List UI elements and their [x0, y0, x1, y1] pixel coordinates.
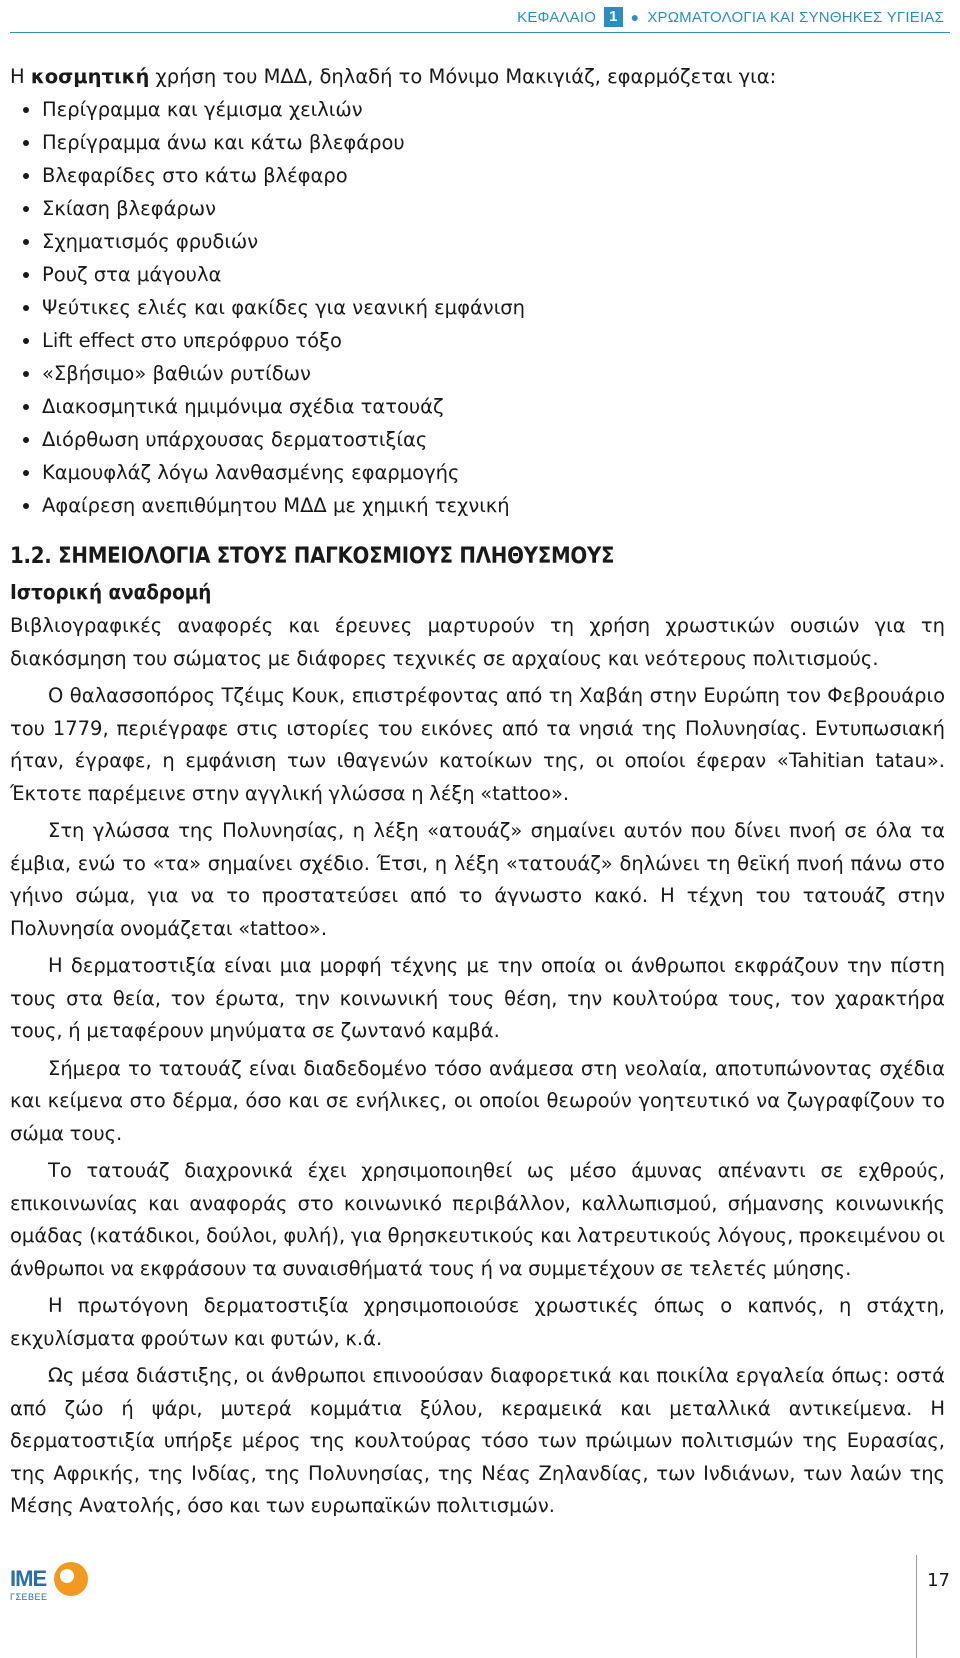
- paragraph: Η δερματοστιξία είναι μια μορφή τέχνης με την οποία οι άνθρωποι εκφράζουν την πίστη τους στα θεία, τον έρωτα, την κοινωνική τους θέση, την κουλτούρα τους, τον χαρακτήρα τους, ή μεταφέρουν μηνύματα σε ζωντανό καμβά.: [10, 954, 945, 1042]
- paragraph: Βιβλιογραφικές αναφορές και έρευνες μαρτυρούν τη χρήση χρωστικών ουσιών για τη διακόσμηση του σώματος με διάφορες τεχνικές σε αρχαίους και νεότερους πολιτισμούς.: [10, 614, 945, 670]
- list-item: Περίγραμμα και γέμισμα χειλιών: [10, 93, 945, 126]
- intro-paragraph: [10, 60, 945, 93]
- page-body: [10, 60, 945, 1523]
- list-item: Διόρθωση υπάρχουσας δερματοστιξίας: [10, 423, 945, 456]
- list-item: «Σβήσιμο» βαθιών ρυτίδων: [10, 357, 945, 390]
- paragraph: Σήμερα το τατουάζ είναι διαδεδομένο τόσο ανάμεσα στη νεολαία, αποτυπώνοντας σχέδια και κείμενα στο δέρμα, όσο και σε ενήλικες, οι οποίοι θεωρούν γοητευτικό να ζωγραφίζουν το σώμα τους.: [10, 1056, 945, 1145]
- paragraph: Ο θαλασσοπόρος Τζέιμς Κουκ, επιστρέφοντας από τη Χαβάη στην Ευρώπη τον Φεβρουάριο του 1779, περιέγραφε στις ιστορίες του εικόνες από τα νησιά της Πολυνησίας. Εντυπωσιακή ήταν, έγραφε, η εμφάνιση των ιθαγενών κατοίκων της, οι οποίοι έφεραν «Tahitian tatau». Έκτοτε παρέμεινε στην αγγλική γλώσσα η λέξη «tattoo».: [10, 684, 945, 805]
- chapter-number-badge: 1: [604, 7, 623, 27]
- list-item: Ρουζ στα μάγουλα: [10, 258, 945, 291]
- applications-list: [10, 93, 945, 522]
- list-item: Αφαίρεση ανεπιθύμητου ΜΔΔ με χημική τεχνική: [10, 489, 945, 522]
- logo-text: ΙΜΕ: [10, 1566, 47, 1591]
- paragraph: Στη γλώσσα της Πολυνησίας, η λέξη «ατουάζ» σημαίνει αυτόν που δίνει πνοή σε όλα τα έμβια, ενώ το «τα» σημαίνει σχέδιο. Έτσι, η λέξη «τατουάζ» δηλώνει τη θεϊκή πνοή πάνω στο γήινο σώμα, για να το προστατεύσει από το άγνωστο κακό. Η τέχνη του τατουάζ στην Πολυνησία ονομάζεται «tattoo».: [10, 819, 945, 940]
- logo-subtext: ΓΣΕΒΕΕ: [10, 1592, 48, 1602]
- publisher-logo: [10, 1562, 90, 1602]
- intro-text-start: Η: [10, 65, 31, 88]
- section-subtitle: Ιστορική αναδρομή: [10, 580, 212, 604]
- intro-bold-term: κοσμητική: [30, 65, 150, 88]
- paragraph: Το τατουάζ διαχρονικά έχει χρησιμοποιηθεί ως μέσο άμυνας απέναντι σε εχθρούς, επικοινωνίας και αναφοράς στο κοινωνικό περιβάλλον, καλλωπισμού, σήμανσης κοινωνικής ομάδας (κατάδικοι, δούλοι, φυλή), για θρησκευτικούς και λατρευτικούς λόγους, προκειμένου οι άνθρωποι να εκφράσουν τα συναισθήματά τους ή να συμμετέχουν σε τελετές μύησης.: [10, 1159, 945, 1280]
- list-item: Ψεύτικες ελιές και φακίδες για νεανική εμφάνιση: [10, 291, 945, 324]
- paragraph: Η πρωτόγονη δερματοστιξία χρησιμοποιούσε χρωστικές όπως ο καπνός, η στάχτη, εκχυλίσματα φρούτων και φυτών, κ.ά.: [10, 1294, 945, 1350]
- list-item: Σκίαση βλεφάρων: [10, 192, 945, 225]
- list-item: Διακοσμητικά ημιμόνιμα σχέδια τατουάζ: [10, 390, 945, 423]
- chapter-label: ΚΕΦΑΛΑΙΟ: [517, 8, 597, 26]
- section-title: 1.2. ΣΗΜΕΙΟΛΟΓΙΑ ΣΤΟΥΣ ΠΑΓΚΟΣΜΙΟΥΣ ΠΛΗΘΥΣΜΟΥΣ: [10, 544, 615, 569]
- logo-mark-icon: [54, 1562, 88, 1596]
- header-divider: [10, 32, 950, 33]
- running-header: [517, 6, 944, 28]
- page-number: 17: [927, 1570, 950, 1591]
- bullet-separator-icon: ●: [630, 9, 640, 25]
- list-item: Περίγραμμα άνω και κάτω βλεφάρου: [10, 126, 945, 159]
- chapter-title: ΧΡΩΜΑΤΟΛΟΓΙΑ ΚΑΙ ΣΥΝΘΗΚΕΣ ΥΓΙΕΙΑΣ: [647, 8, 944, 26]
- footer-divider: [916, 1555, 917, 1658]
- paragraph: Ως μέσα διάστιξης, οι άνθρωποι επινοούσαν διαφορετικά και ποικίλα εργαλεία όπως: οστά από ζώο ή ψάρι, μυτερά κομμάτια ξύλου, κεραμεικά και μεταλλικά αντικείμενα. Η δερματοστιξία υπήρξε μέρος της κουλτούρας τόσο των πρώιμων πολιτισμών της Ευρασίας, της Αφρικής, της Ινδίας, της Πολυνησίας, της Νέας Ζηλανδίας, των Ινδιάνων, των λαών της Μέσης Ανατολής, όσο και των ευρωπαϊκών πολιτισμών.: [10, 1364, 945, 1517]
- list-item: Καμουφλάζ λόγω λανθασμένης εφαρμογής: [10, 456, 945, 489]
- intro-text-end: χρήση του ΜΔΔ, δηλαδή το Μόνιμο Μακιγιάζ, εφαρμόζεται για:: [149, 65, 777, 88]
- list-item: Σχηματισμός φρυδιών: [10, 225, 945, 258]
- list-item: Lift effect στο υπερόφρυο τόξο: [10, 324, 945, 357]
- list-item: Βλεφαρίδες στο κάτω βλέφαρο: [10, 159, 945, 192]
